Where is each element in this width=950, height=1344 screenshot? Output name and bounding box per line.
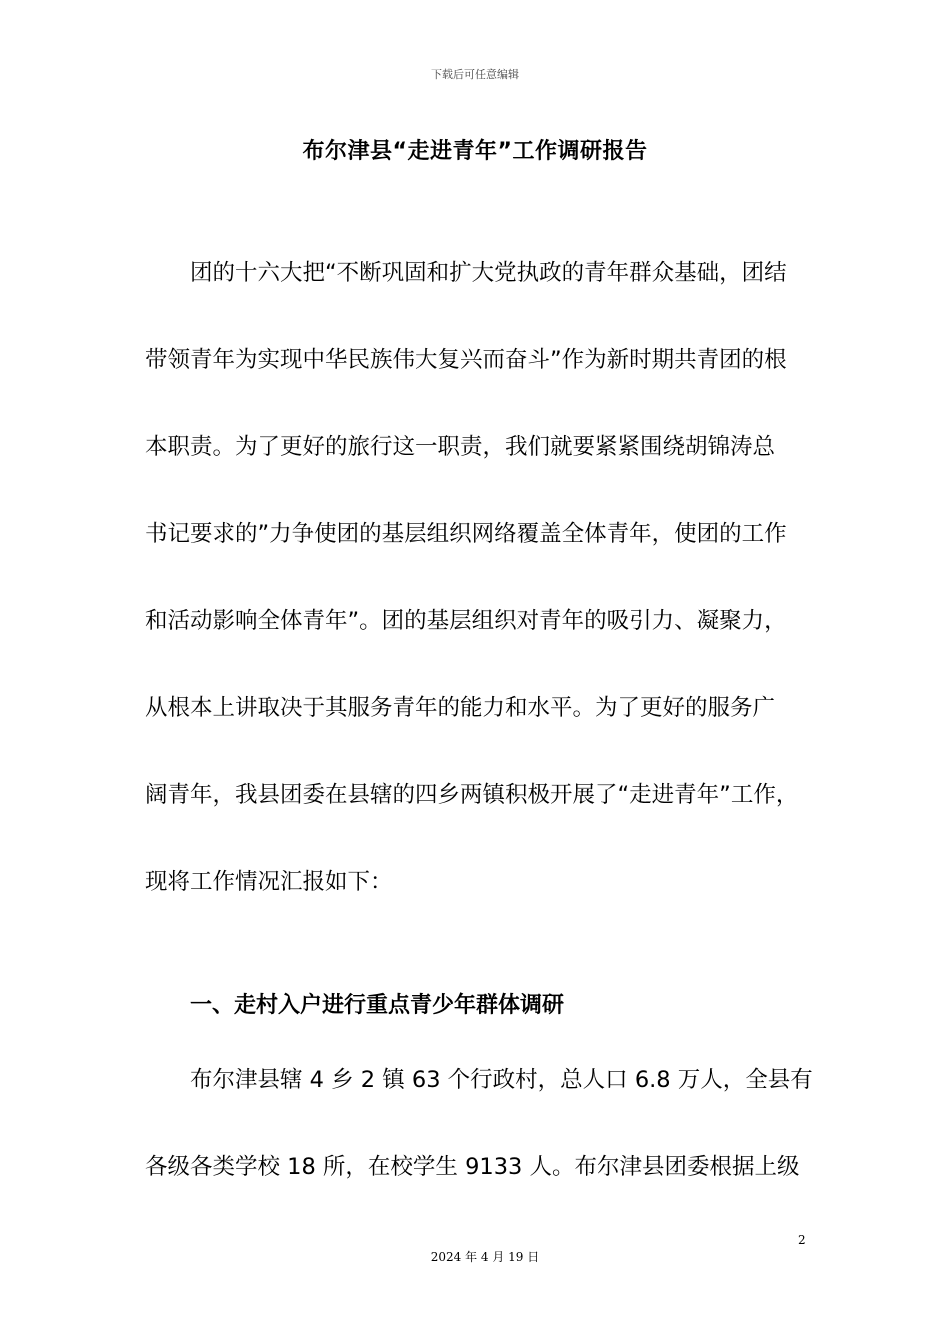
paragraph-intro xyxy=(145,230,810,926)
footer-date: 2024 年 4 月 19 日 xyxy=(430,1250,540,1264)
paragraph-line: 团的十六大把“不断巩固和扩大党执政的青年群众基础，团结 xyxy=(145,260,787,286)
paragraph-section1 xyxy=(145,1037,813,1211)
section-heading: 一、走村入户进行重点青少年群体调研 xyxy=(190,993,565,1018)
document-title: 布尔津县“走进青年”工作调研报告 xyxy=(302,139,648,164)
paragraph-line: 书记要求的”力争使团的基层组织网络覆盖全体青年，使团的工作 xyxy=(145,521,787,547)
paragraph-line: 布尔津县辖 4 乡 2 镇 63 个行政村，总人口 6.8 万人，全县有 xyxy=(145,1067,813,1093)
header-note: 下载后可任意编辑 xyxy=(431,68,519,81)
paragraph-line: 现将工作情况汇报如下： xyxy=(145,869,393,895)
paragraph-line: 本职责。为了更好的旅行这一职责，我们就要紧紧围绕胡锦涛总 xyxy=(145,434,776,460)
paragraph-line: 带领青年为实现中华民族伟大复兴而奋斗”作为新时期共青团的根 xyxy=(145,347,787,373)
paragraph-line: 各级各类学校 18 所，在校学生 9133 人。布尔津县团委根据上级 xyxy=(145,1154,800,1180)
page-number: 2 xyxy=(798,1233,806,1247)
paragraph-line: 阔青年，我县团委在县辖的四乡两镇积极开展了“走进青年”工作， xyxy=(145,782,799,808)
paragraph-line: 从根本上讲取决于其服务青年的能力和水平。为了更好的服务广 xyxy=(145,695,776,721)
paragraph-line: 和活动影响全体青年”。团的基层组织对青年的吸引力、凝聚力， xyxy=(145,608,787,634)
